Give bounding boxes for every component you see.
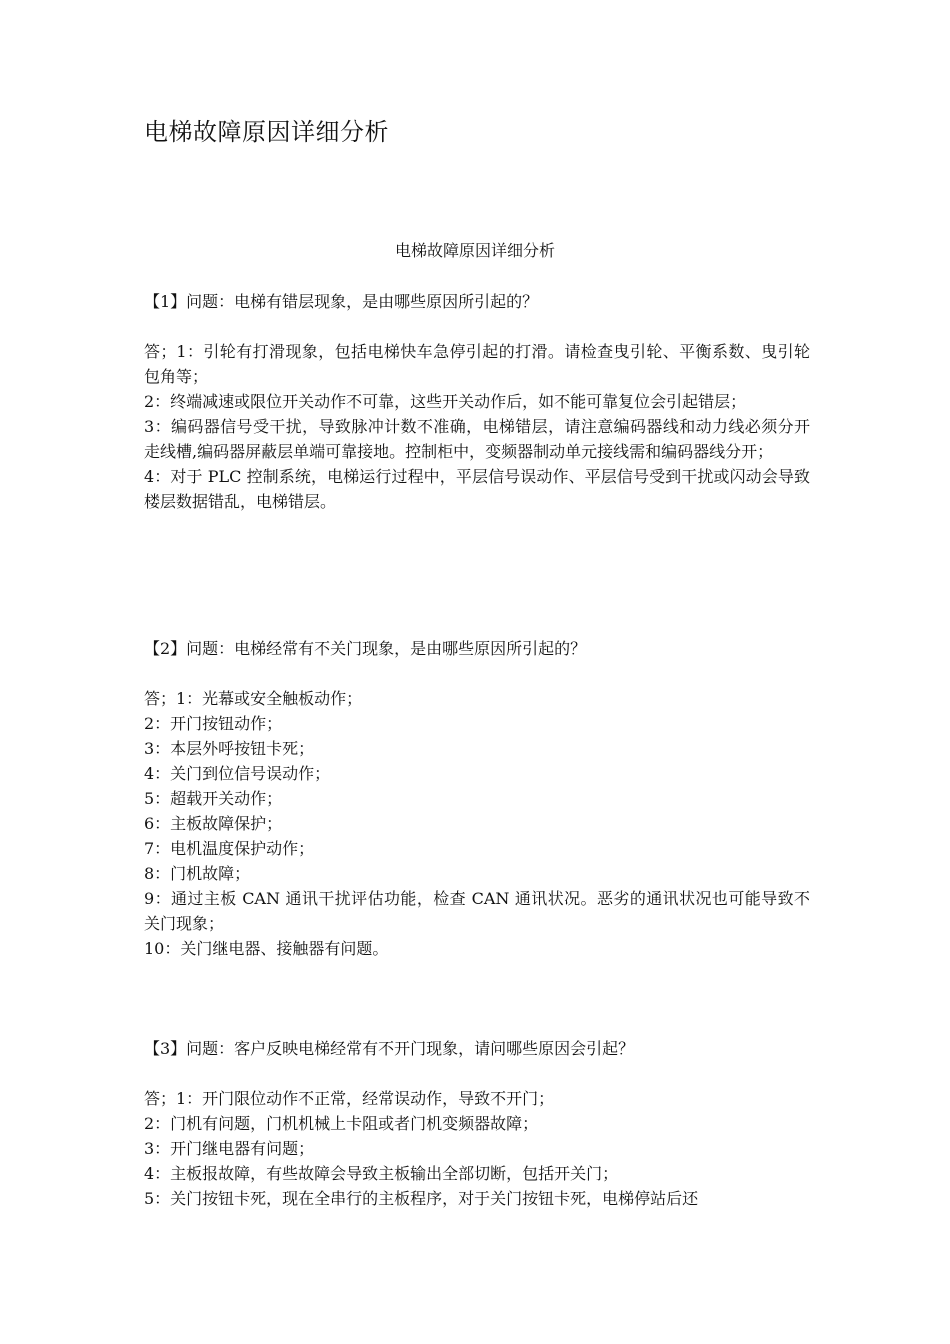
- answer-line: 答；1：光幕或安全触板动作；: [144, 689, 363, 708]
- answer-line: 2：终端减速或限位开关动作不可靠，这些开关动作后，如不能可靠复位会引起错层；: [144, 392, 747, 411]
- answer-line: 4：主板报故障，有些故障会导致主板输出全部切断，包括开关门；: [144, 1164, 619, 1183]
- question-2: 【2】问题：电梯经常有不关门现象，是由哪些原因所引起的？: [144, 639, 587, 658]
- answer-line: 3：开门继电器有问题；: [144, 1139, 315, 1158]
- answer-line: 8：门机故障；: [144, 864, 251, 883]
- answer-line: 2：开门按钮动作；: [144, 714, 283, 733]
- answer-block-1: [144, 339, 810, 514]
- answer-line: 3：编码器信号受干扰，导致脉冲计数不准确，电梯错层，请注意编码器线和动力线必须分开走线槽,编码器屏蔽层单端可靠接地。控制柜中，变频器制动单元接线需和编码器线分开；: [144, 417, 810, 461]
- answer-line: 4：关门到位信号误动作；: [144, 764, 331, 783]
- article-title: 电梯故障原因详细分析: [394, 241, 555, 260]
- qa-section-1: [144, 289, 810, 514]
- answer-block-3: [144, 1086, 810, 1211]
- answer-block-2: [144, 686, 810, 961]
- answer-line: 6：主板故障保护；: [144, 814, 283, 833]
- answer-line: 5：关门按钮卡死，现在全串行的主板程序，对于关门按钮卡死，电梯停站后还: [144, 1189, 699, 1208]
- answer-line: 5：超载开关动作；: [144, 789, 283, 808]
- qa-section-2: [144, 636, 810, 961]
- qa-section-3: [144, 1036, 810, 1211]
- answer-line: 答；1：开门限位动作不正常，经常误动作，导致不开门；: [144, 1089, 555, 1108]
- answer-line: 4：对于 PLC 控制系统，电梯运行过程中，平层信号误动作、平层信号受到干扰或闪动会导致楼层数据错乱，电梯错层。: [144, 467, 810, 511]
- answer-line: 9：通过主板 CAN 通讯干扰评估功能，检查 CAN 通讯状况。恶劣的通讯状况也可能导致不关门现象；: [144, 889, 810, 933]
- answer-line: 2：门机有问题，门机机械上卡阻或者门机变频器故障；: [144, 1114, 539, 1133]
- answer-line: 3：本层外呼按钮卡死；: [144, 739, 315, 758]
- question-3: 【3】问题：客户反映电梯经常有不开门现象，请问哪些原因会引起？: [144, 1039, 635, 1058]
- answer-line: 10：关门继电器、接触器有问题。: [144, 939, 389, 958]
- answer-line: 7：电机温度保护动作；: [144, 839, 315, 858]
- document-title: 电梯故障原因详细分析: [144, 118, 389, 146]
- answer-line: 答；1：引轮有打滑现象，包括电梯快车急停引起的打滑。请检查曳引轮、平衡系数、曳引轮包角等；: [144, 342, 810, 386]
- question-1: 【1】问题：电梯有错层现象，是由哪些原因所引起的？: [144, 292, 539, 311]
